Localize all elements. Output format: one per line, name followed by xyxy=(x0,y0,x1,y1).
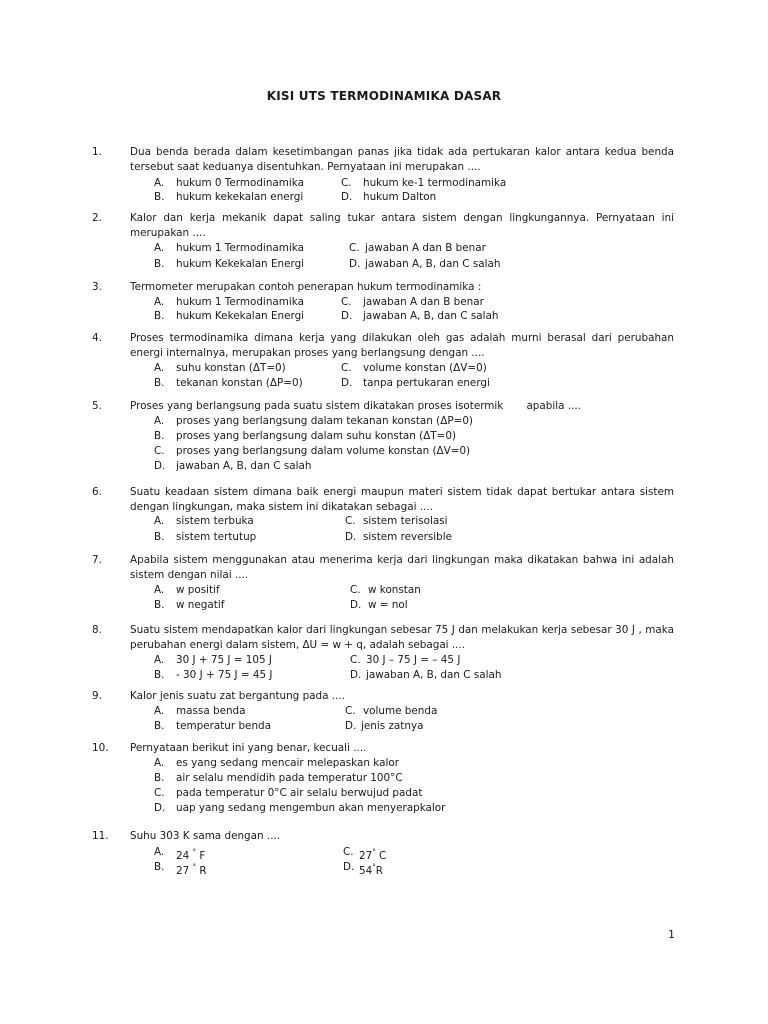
question-number: 11. xyxy=(92,830,109,842)
question-number: 1. xyxy=(92,146,102,158)
question-number: 8. xyxy=(92,624,102,636)
question-number: 5. xyxy=(92,400,102,412)
page-number: 1 xyxy=(668,928,675,941)
document-title: KISI UTS TERMODINAMIKA DASAR xyxy=(266,89,502,103)
question-number: 3. xyxy=(92,281,102,293)
question-number: 9. xyxy=(92,690,102,702)
question-stem: Kalor dan kerja mekanik dapat saling tukar antara sistem dengan lingkungannya. Pernyataan ini merupakan .... xyxy=(130,212,674,239)
question-stem: Pernyataan berikut ini yang benar, kecuali .... xyxy=(130,742,367,754)
question-stem: Proses yang berlangsung pada suatu sistem dikatakan proses isotermik apabila .... xyxy=(130,400,582,412)
question-number: 10. xyxy=(92,742,109,754)
question-stem: Proses termodinamika dimana kerja yang dilakukan oleh gas adalah murni berasal dari perubahan energi internalnya, merupakan proses yang berlangsung dengan .... xyxy=(130,332,674,359)
question-stem: Suatu sistem mendapatkan kalor dari lingkungan sebesar 75 J dan melakukan kerja sebesar 30 J , maka perubahan energi dalam sistem, ΔU = w + q, adalah sebagai .... xyxy=(130,624,674,651)
question-stem: Suhu 303 K sama dengan .... xyxy=(130,830,281,842)
document-page: KISI UTS TERMODINAMIKA DASAR 1. Dua benda berada dalam kesetimbangan panas jika tidak ada pertukaran kalor antara kedua benda tersebut saat keduanya disentuhkan. Pernyataan ini merupakan .... A. hukum 0 Termodinamika C. hukum ke-1 termodinamika B. hukum kekekalan energi D. hukum Dalton 2. Kalor dan kerja mekanik dapat saling tukar antara sistem dengan lingkungannya. Pernyataan ini merupakan .... A. hukum 1 Termodinamika C. jawaban A dan B benar B. hukum Kekekalan Energi D. jawaban A, B, dan C salah 3. Termometer merupakan contoh penerapan hukum termodinamika : A. hukum 1 Termodinamika C. jawaban A dan B benar B. hukum Kekekalan Energi D. jawaban A, B, dan C salah 4. Proses termodinamika dimana kerja yang dilakukan oleh gas adalah murni berasal dari perubahan energi internalnya, merupakan proses yang berlangsung dengan .... A. suhu konstan (ΔT=0) C. volume konstan (ΔV=0) B. tekanan konstan (ΔP=0) D. tanpa pertukaran energi 5. Proses yang berlangsung pada suatu sistem dikatakan proses isotermik apabila .... A. proses yang berlangsung dalam tekanan konstan (ΔP=0) B. proses yang berlangsung dalam suhu konstan (ΔT=0) C. proses yang berlangsung dalam volume konstan (ΔV=0) D. jawaban A, B, dan C salah 6. Suatu keadaan sistem dimana baik energi maupun materi sistem tidak dapat bertukar antara sistem dengan lingkungan, maka sistem ini dikatakan sebagai .... A. sistem terbuka C. sistem terisolasi B. sistem tertutup D. sistem reversible 7. Apabila sistem menggunakan atau menerima kerja dari lingkungan maka dikatakan bahwa ini adalah sistem dengan nilai .... A. w positif C. w konstan B. w negatif D. w = nol 8. Suatu sistem mendapatkan kalor dari lingkungan sebesar 75 J dan melakukan kerja sebesar 30 J , maka perubahan energi dalam sistem, ΔU = w + q, adalah sebagai .... A. 30 J + 75 J = 105 J C. 30 J – 75 J = – 45 J B. - 30 J + 75 J = 45 J D. jawaban A, B, dan C salah 9. Kalor jenis suatu zat bergantung pada .... A. massa benda C. volume benda B. temperatur benda D. jenis zatnya 10. Pernyataan berikut ini yang benar, kecuali .... A. es yang sedang mencair melepaskan kalor B. air selalu mendidih pada temperatur 100°C C. pada temperatur 0°C air selalu berwujud padat D. uap yang sedang mengembun akan menyerapkalor 11. Suhu 303 K sama dengan .... A. 24 ° F C. 27° C B. 27 ° R D. 54°R 1 xyxy=(0,0,768,1024)
question-number: 6. xyxy=(92,486,102,498)
question-number: 7. xyxy=(92,554,102,566)
question-stem: Suatu keadaan sistem dimana baik energi maupun materi sistem tidak dapat bertukar antara sistem dengan lingkungan, maka sistem ini dikatakan sebagai .... xyxy=(130,486,674,513)
question-number: 2. xyxy=(92,212,102,224)
question-number: 4. xyxy=(92,332,102,344)
question-stem: Termometer merupakan contoh penerapan hukum termodinamika : xyxy=(130,281,482,293)
question-stem: Dua benda berada dalam kesetimbangan panas jika tidak ada pertukaran kalor antara kedua benda tersebut saat keduanya disentuhkan. Pernyataan ini merupakan .... xyxy=(130,146,674,173)
question-stem: Kalor jenis suatu zat bergantung pada .... xyxy=(130,690,346,702)
question-stem: Apabila sistem menggunakan atau menerima kerja dari lingkungan maka dikatakan bahwa ini adalah sistem dengan nilai .... xyxy=(130,554,674,581)
